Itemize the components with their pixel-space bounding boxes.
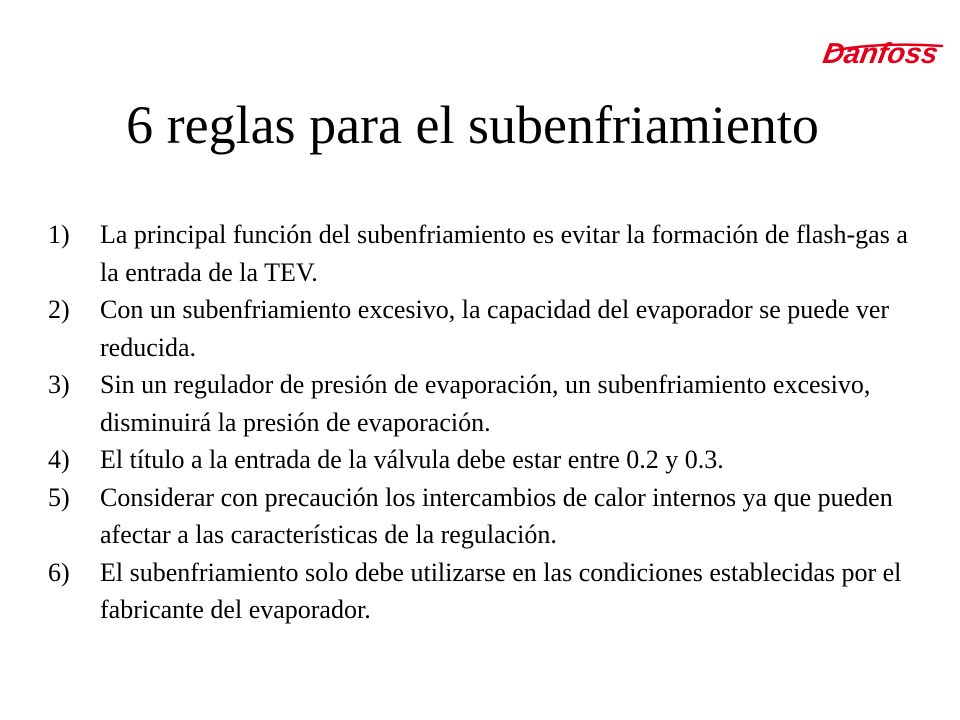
rule-text: El subenfriamiento solo debe utilizarse en las condiciones establecidas por el fabricante del evaporador.: [100, 557, 902, 624]
rule-number: 4): [48, 445, 70, 474]
rule-number: 1): [48, 220, 70, 249]
rule-item: [48, 366, 928, 441]
rule-number: 6): [48, 557, 70, 587]
rule-number: 5): [48, 482, 70, 512]
rule-item: [48, 441, 928, 479]
danfoss-logo-icon: [818, 16, 946, 76]
rule-item: [48, 291, 928, 366]
rule-item: [48, 216, 928, 291]
rule-item: [48, 479, 928, 554]
rule-text: Con un subenfriamiento excesivo, la capacidad del evaporador se puede ver reducida.: [100, 295, 890, 362]
rule-number: 2): [48, 295, 70, 324]
rules-list: [48, 216, 928, 629]
rule-text: La principal función del subenfriamiento es evitar la formación de flash-gas a la entrada de la TEV.: [100, 220, 908, 287]
rule-text: Sin un regulador de presión de evaporación, un subenfriamiento excesivo, disminuirá la presión de evaporación.: [100, 370, 871, 437]
rule-item: [48, 554, 928, 629]
logo-wordmark: Danfoss: [820, 38, 941, 70]
danfoss-logo: [818, 16, 946, 76]
rule-text: Considerar con precaución los intercambios de calor internos ya que pueden afectar a las características de la regulación.: [100, 482, 893, 549]
rule-text: El título a la entrada de la válvula debe estar entre 0.2 y 0.3.: [100, 445, 724, 474]
rule-number: 3): [48, 370, 70, 399]
slide-title: 6 reglas para el subenfriamiento: [126, 95, 819, 155]
